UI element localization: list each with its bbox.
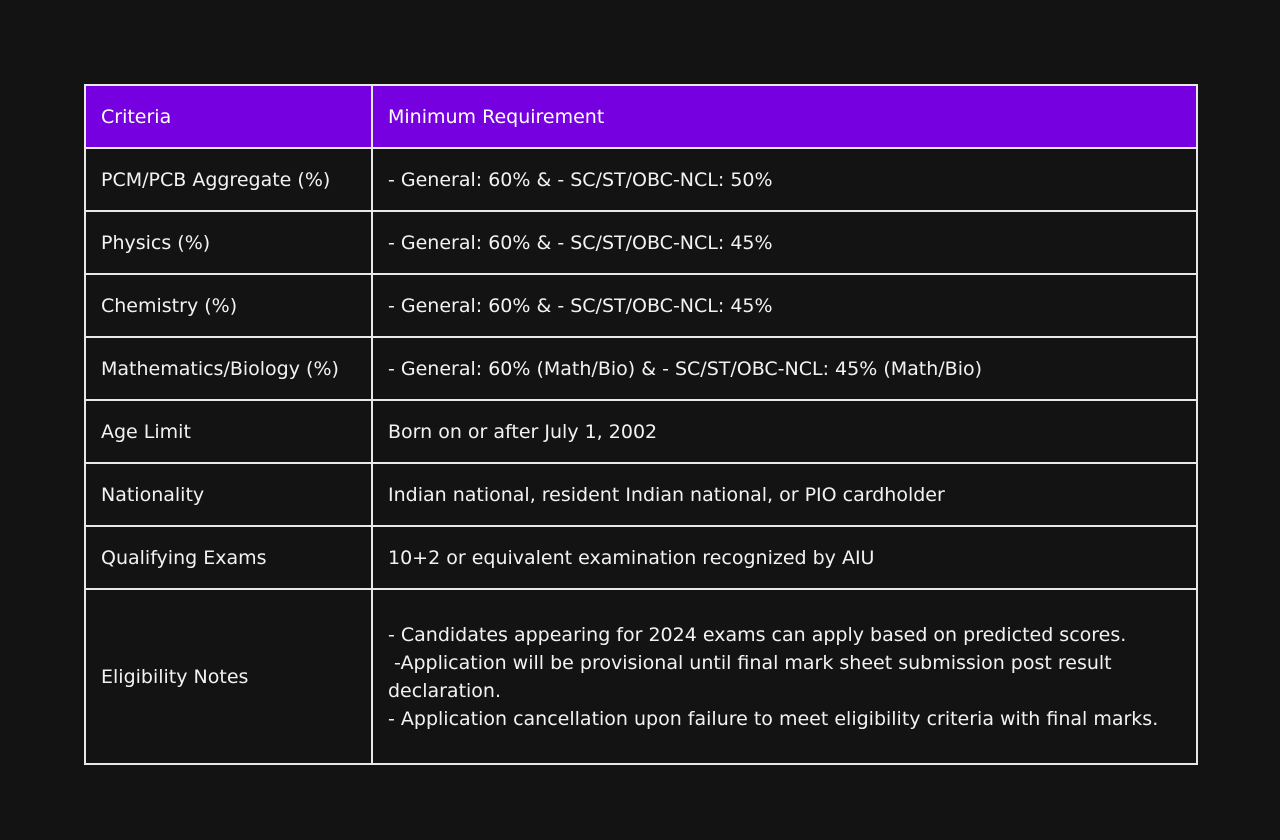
criteria-cell: PCM/PCB Aggregate (%) bbox=[85, 148, 372, 211]
note-line: - Candidates appearing for 2024 exams can apply based on predicted scores. bbox=[388, 623, 1127, 646]
requirement-cell: Indian national, resident Indian national, or PIO cardholder bbox=[372, 463, 1197, 526]
table-row bbox=[85, 211, 1197, 274]
note-line: - Application cancellation upon failure to meet eligibility criteria with final marks. bbox=[388, 707, 1159, 730]
note-line: -Application will be provisional until final mark sheet submission post result declaration. bbox=[388, 651, 1118, 702]
eligibility-criteria-table bbox=[84, 84, 1198, 765]
requirement-cell: - General: 60% & - SC/ST/OBC-NCL: 50% bbox=[372, 148, 1197, 211]
criteria-cell: Mathematics/Biology (%) bbox=[85, 337, 372, 400]
criteria-cell: Chemistry (%) bbox=[85, 274, 372, 337]
table-row bbox=[85, 148, 1197, 211]
requirement-cell: Born on or after July 1, 2002 bbox=[372, 400, 1197, 463]
table-row bbox=[85, 274, 1197, 337]
requirement-cell: 10+2 or equivalent examination recognized by AIU bbox=[372, 526, 1197, 589]
column-header-minimum-requirement: Minimum Requirement bbox=[372, 85, 1197, 148]
requirement-cell: - General: 60% & - SC/ST/OBC-NCL: 45% bbox=[372, 274, 1197, 337]
criteria-cell: Eligibility Notes bbox=[85, 589, 372, 764]
requirement-cell: - General: 60% & - SC/ST/OBC-NCL: 45% bbox=[372, 211, 1197, 274]
requirement-cell: - General: 60% (Math/Bio) & - SC/ST/OBC-NCL: 45% (Math/Bio) bbox=[372, 337, 1197, 400]
table-row bbox=[85, 400, 1197, 463]
criteria-cell: Age Limit bbox=[85, 400, 372, 463]
criteria-cell: Qualifying Exams bbox=[85, 526, 372, 589]
column-header-criteria: Criteria bbox=[85, 85, 372, 148]
table-row bbox=[85, 589, 1197, 764]
table-row bbox=[85, 526, 1197, 589]
table-row bbox=[85, 337, 1197, 400]
requirement-cell-notes bbox=[372, 589, 1197, 764]
criteria-cell: Nationality bbox=[85, 463, 372, 526]
criteria-cell: Physics (%) bbox=[85, 211, 372, 274]
table-row bbox=[85, 463, 1197, 526]
table-header-row bbox=[85, 85, 1197, 148]
